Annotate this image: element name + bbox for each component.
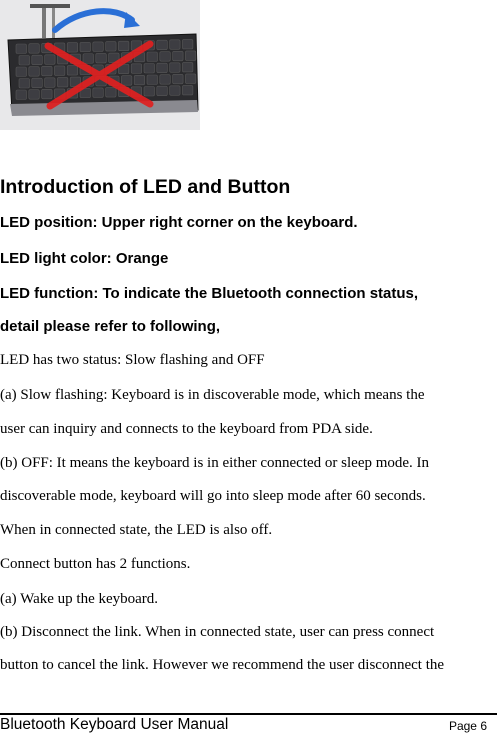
body-line: button to cancel the link. However we recommend the user disconnect the [0, 657, 445, 673]
key-shape [45, 55, 56, 65]
key-shape [182, 39, 193, 49]
key-shape [106, 42, 117, 52]
body-line: user can inquiry and connects to the keyboard from PDA side. [0, 421, 373, 437]
key-shape [16, 67, 27, 77]
key-shape [42, 66, 53, 76]
led-function-detail-line: detail please refer to following, [0, 318, 221, 335]
body-line: (b) Disconnect the link. When in connected state, user can press connect [0, 624, 435, 640]
key-shape [67, 66, 78, 76]
keyboard-illustration [0, 0, 200, 130]
body-line: (a) Wake up the keyboard. [0, 591, 159, 607]
key-shape [144, 87, 155, 97]
body-line: LED has two status: Slow flashing and OFF [0, 352, 265, 368]
keyboard-photo [0, 0, 200, 130]
key-shape [80, 42, 91, 52]
key-shape [16, 90, 27, 100]
footer-title: Bluetooth Keyboard User Manual [0, 716, 229, 733]
body-line: (a) Slow flashing: Keyboard is in discoverable mode, which means the [0, 387, 425, 403]
body-line: discoverable mode, keyboard will go into sleep mode after 60 seconds. [0, 488, 426, 504]
body-line: When in connected state, the LED is also off. [0, 522, 273, 538]
key-shape [182, 85, 193, 95]
key-shape [173, 51, 184, 61]
key-shape [29, 44, 40, 54]
led-color-line: LED light color: Orange [0, 250, 169, 267]
body-line: (b) OFF: It means the keyboard is in either connected or sleep mode. In [0, 455, 430, 471]
key-shape [160, 75, 171, 85]
key-shape [19, 79, 30, 89]
key-shape [118, 41, 128, 51]
key-shape [157, 40, 168, 50]
page-number: Page 6 [448, 719, 487, 733]
key-shape [185, 51, 196, 61]
key-shape [131, 64, 142, 74]
key-shape [29, 67, 40, 77]
body-line: Connect button has 2 functions. [0, 556, 191, 572]
key-shape [173, 74, 184, 84]
key-shape [96, 53, 107, 63]
key-shape [170, 40, 181, 50]
key-shape [144, 64, 155, 74]
led-function-line: LED function: To indicate the Bluetooth connection status, [0, 285, 419, 302]
key-shape [160, 52, 171, 62]
footer-divider [0, 713, 497, 715]
key-shape [157, 63, 168, 73]
key-shape [32, 78, 43, 88]
key-shape [170, 86, 181, 96]
key-shape [121, 76, 131, 86]
key-shape [182, 62, 193, 71]
key-shape [54, 66, 65, 76]
key-shape [106, 88, 117, 98]
key-shape [67, 43, 78, 53]
key-shape [147, 52, 158, 62]
key-shape [134, 75, 145, 85]
key-shape [19, 56, 30, 66]
key-shape [83, 54, 94, 64]
key-shape [147, 75, 158, 85]
key-shape [29, 90, 40, 100]
key-shape [57, 77, 68, 87]
key-shape [45, 78, 56, 88]
key-shape [93, 88, 104, 98]
key-shape [185, 74, 196, 84]
key-shape [42, 89, 53, 99]
led-position-line: LED position: Upper right corner on the keyboard. [0, 214, 358, 231]
key-shape [32, 55, 43, 65]
key-shape [93, 42, 104, 52]
key-shape [170, 63, 181, 73]
section-heading: Introduction of LED and Button [0, 176, 291, 198]
key-shape [16, 44, 27, 54]
key-shape [157, 86, 168, 96]
